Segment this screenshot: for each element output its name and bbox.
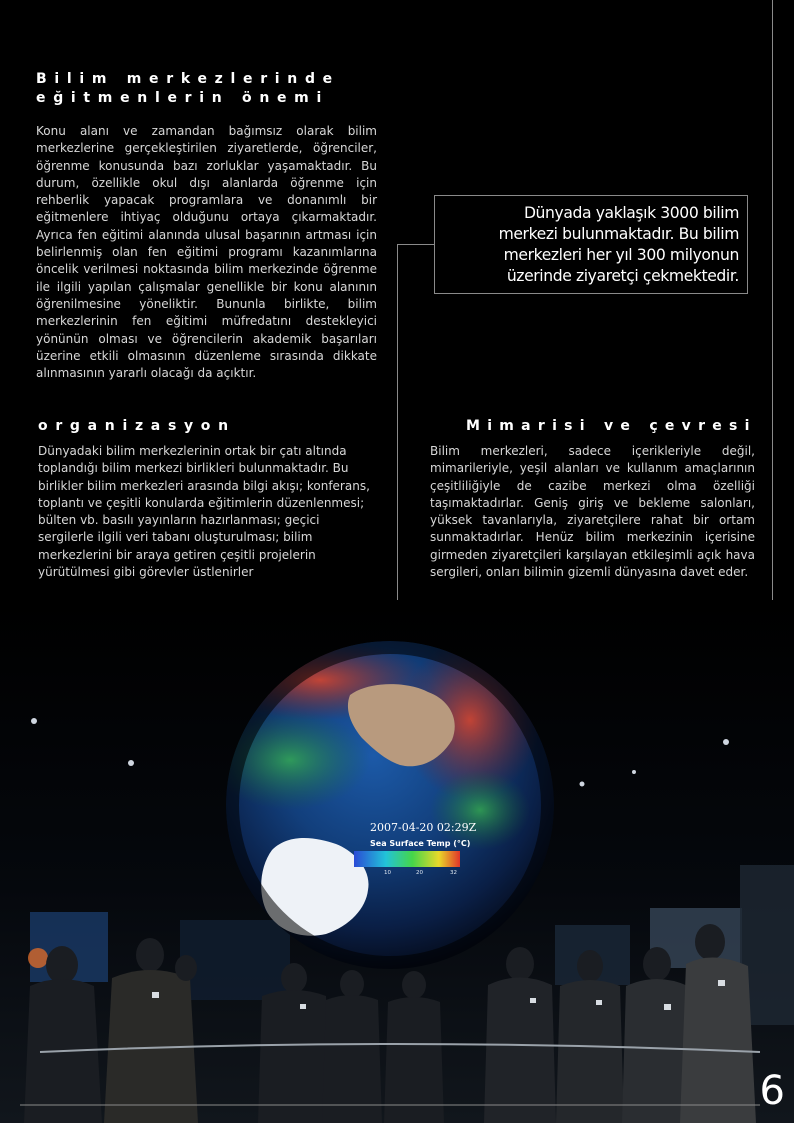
scale-label: 32 xyxy=(450,870,457,876)
wall-panel xyxy=(180,920,290,1000)
panel-graphic xyxy=(28,948,48,968)
ceiling-light xyxy=(128,760,134,766)
ceiling-light xyxy=(632,770,636,774)
callout-line: üzerinde ziyaretçi çekmektedir. xyxy=(506,267,739,285)
ceiling-light xyxy=(580,782,585,787)
connector-line-vertical xyxy=(397,244,398,641)
callout-line: merkezi bulunmaktadır. Bu bilim xyxy=(498,225,739,243)
callout-line: Dünyada yaklaşık 3000 bilim xyxy=(523,204,739,222)
section-body-importance: Konu alanı ve zamandan bağımsız olarak bilim merkezlerine gerçekleştirilen ziyaretlerde, öğrenciler, öğrenme konusunda bazı zorluklar yaşamaktadır. Bu durum, özellikle okul dışı alanlarda öğrenme için rehberlik yapacak programlara ve donanımlı bir eğitmenlere ihtiyaç olduğunu ortaya çıkarmaktadır. Ayrıca fen eğitimi alanında ulusal başarının artması için belirlenmiş olan fen eğitimi programı kazanımlarına öncelik verilmesi noktasında bilim merkezinde öğrenme ile ilgili yapılan çalışmalar genellikle bir konu alanının öğrenilmesine yöneliktir. Bununla birlikte, bilim merkezlerinin fen eğitimi müfredatını destekleyici yönünün olması ve öğrencilerin akademik başarıları üzerine etkili olmasının düzenleme sırasında dikkate alınmasının yararlı olacağı da açıktır. xyxy=(36,124,377,381)
callout-box xyxy=(434,195,748,294)
section-body-organization: Dünyadaki bilim merkezlerinin ortak bir çatı altında toplandığı bilim merkezi birlikleri bulunmaktadır. Bu birlikler bilim merkezleri arasında bilgi akışı; konferans, toplantı ve çeşitli konularda eğitimlerin düzenlenmesi; bülten vb. basılı yayınların hazırlanması; geçici sergilerle ilgili veri tabanı oluşturulması; bilim merkezlerini bir araya getiren çeşitli projelerin yürütülmesi gibi görevler üstlenirler xyxy=(38,444,370,580)
section-title-organization: organizasyon xyxy=(38,418,236,434)
section-title-architecture: Mimarisi ve çevresi xyxy=(466,418,757,434)
callout-line: merkezleri her yıl 300 milyonun xyxy=(503,246,739,264)
globe-caption: Sea Surface Temp (°C) xyxy=(370,839,471,848)
connector-line-horizontal xyxy=(397,244,434,245)
section-title-importance xyxy=(36,70,340,108)
section-title-line: eğitmenlerin önemi xyxy=(36,90,329,106)
ceiling-light xyxy=(31,718,37,724)
scale-label: 10 xyxy=(384,870,391,876)
page-number: 6 xyxy=(759,1068,785,1114)
ceiling-light xyxy=(723,739,729,745)
globe-green-region xyxy=(430,770,530,850)
section-title-line: Bilim merkezlerinde xyxy=(36,71,340,87)
globe-exhibit-photo xyxy=(0,600,794,1123)
globe-timestamp: 2007-04-20 02:29Z xyxy=(370,821,477,834)
section-body-architecture: Bilim merkezleri, sadece içerikleriyle değil, mimarileriyle, yeşil alanları ve kullanım amaçlarının çeşitliliğiyle de cazibe merkezi olma özelliği taşımaktadırlar. Geniş giriş ve bekleme salonları, yüksek tavanlarıyla, ziyaretçilere rahat bir ortam sunmaktadırlar. Henüz bilim merkezinin içerisine girmeden ziyaretçileri karşılayan etkileşimli açık hava sergileri, onları bilimin gizemli dünyasına davet eder. xyxy=(430,444,755,580)
temperature-scale-bar xyxy=(354,851,460,867)
scale-label: 20 xyxy=(416,870,423,876)
